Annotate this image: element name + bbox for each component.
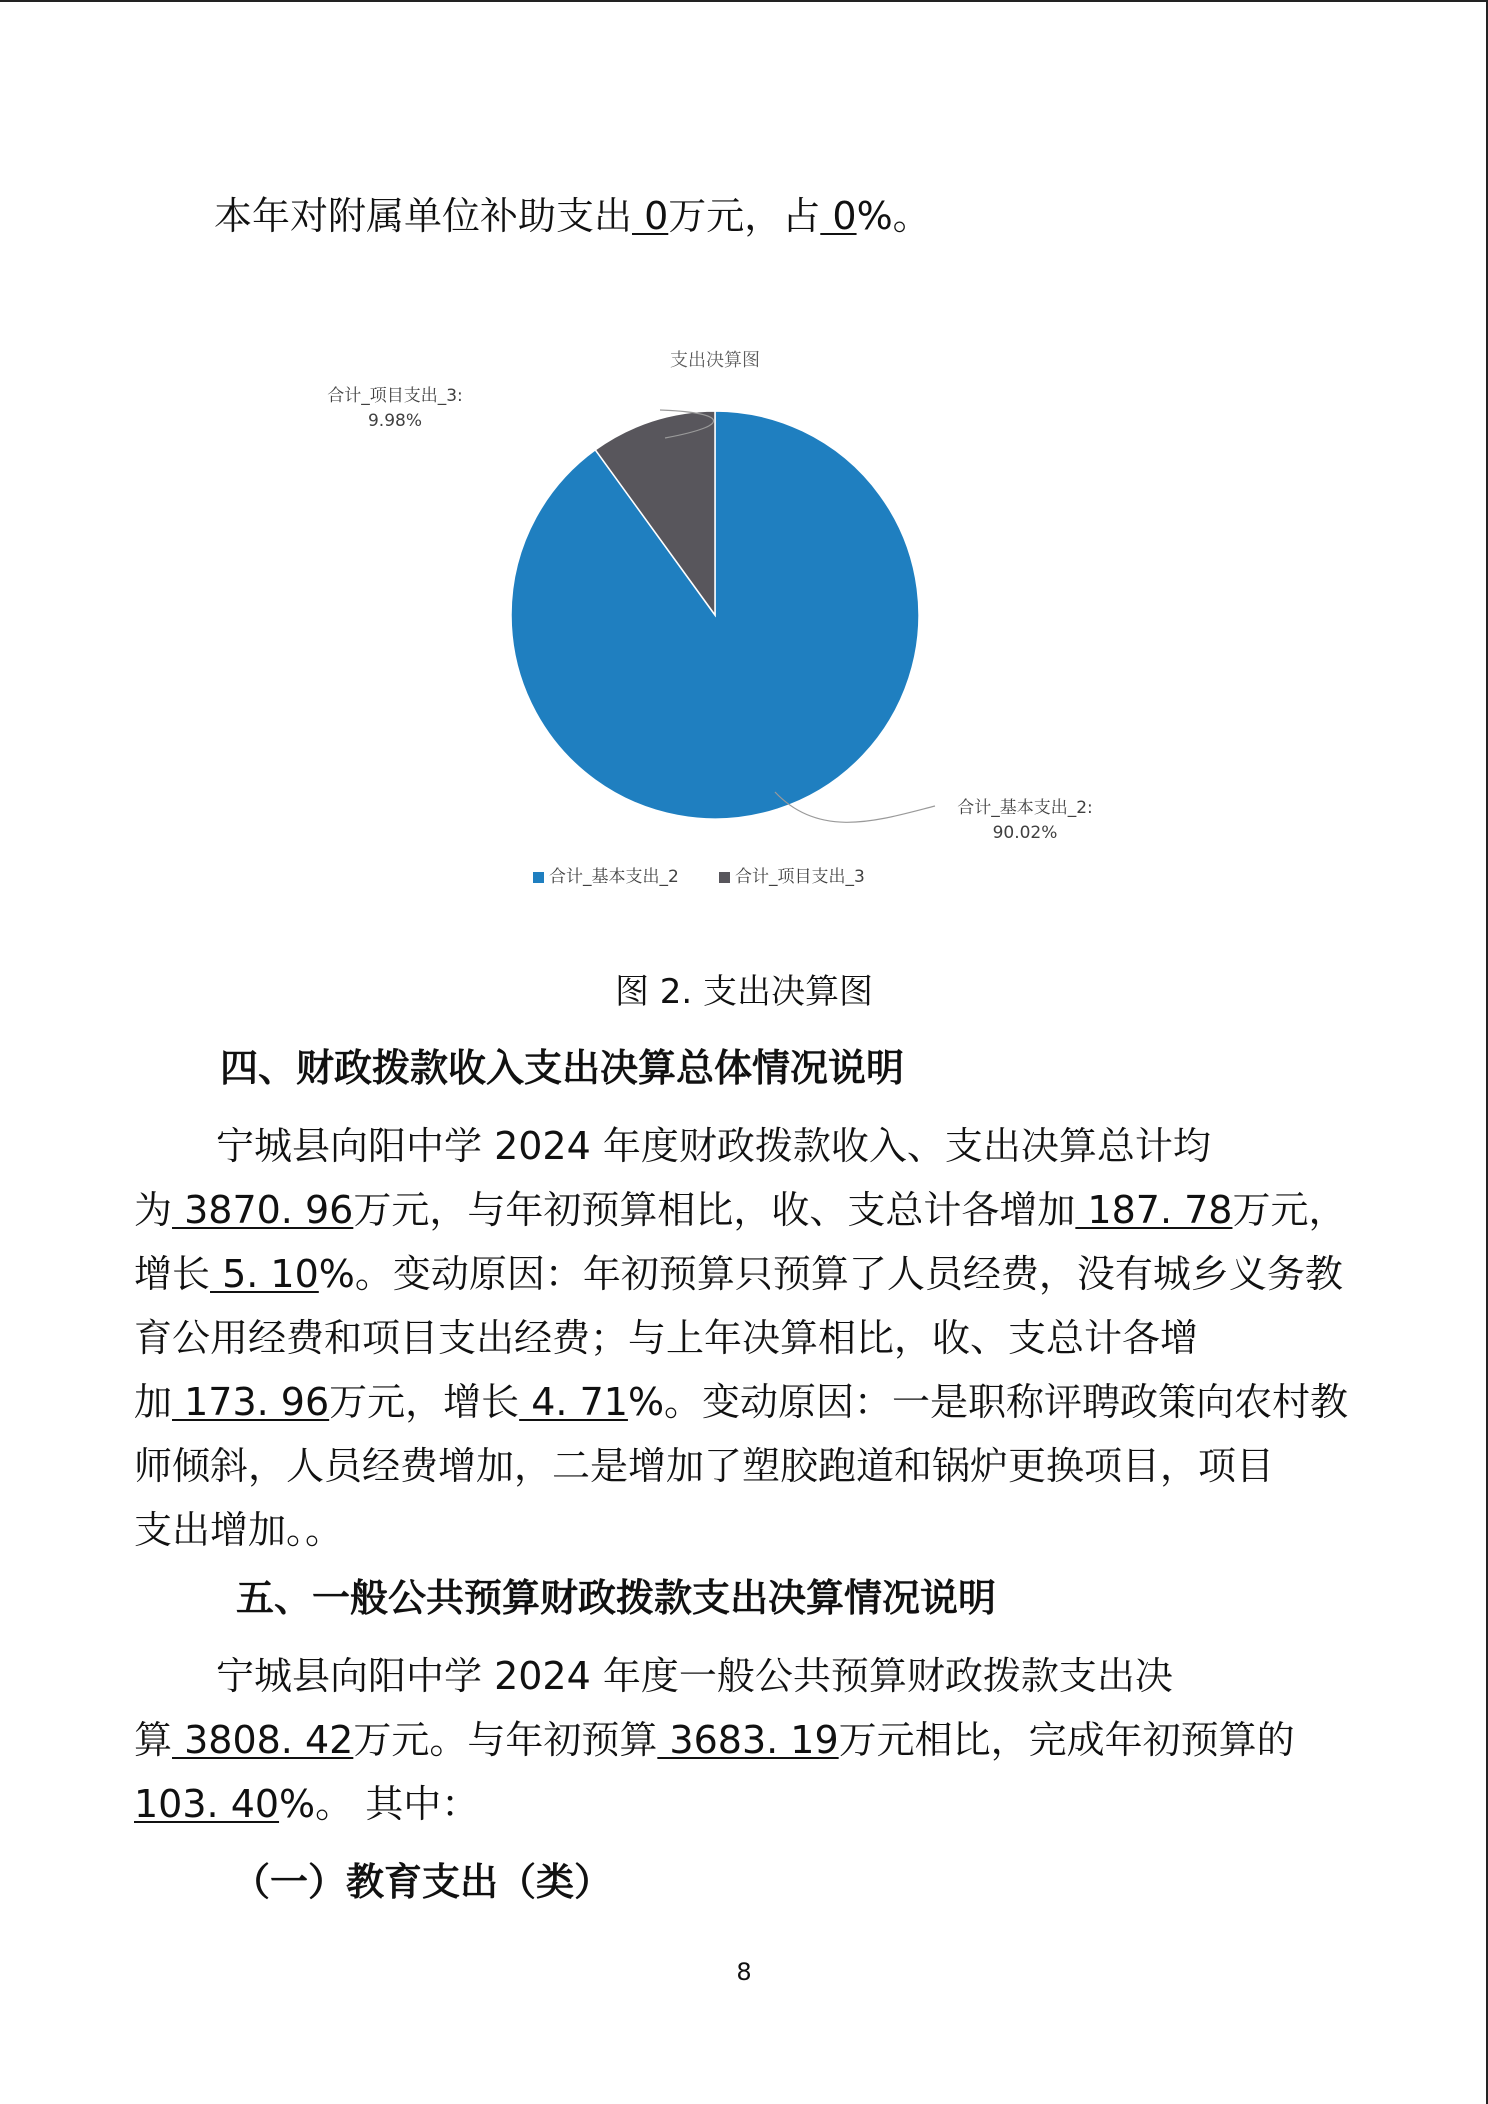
s4-amount-increase: 187. 78 [1075, 1188, 1233, 1232]
section4-line1: 宁城县向阳中学 2024 年度财政拨款收入、支出决算总计均 [216, 1124, 1211, 1168]
s4-l5-e: %。变动原因：一是职称评聘政策向农村教 [627, 1380, 1349, 1424]
subsidy-amount: 0 [632, 194, 669, 238]
s4-l3-a: 增长 [134, 1252, 211, 1296]
section4-line2 [134, 1184, 1346, 1236]
legend-swatch-project [719, 872, 730, 883]
s4-l2-e: 万元， [1232, 1188, 1347, 1232]
s5-amount-budget: 3683. 19 [657, 1718, 839, 1762]
legend-label-basic: 合计_基本支出_2 [549, 867, 679, 887]
page-number: 8 [736, 1958, 752, 1986]
s5-completion-rate: 103. 40 [134, 1782, 280, 1826]
s4-amount-total: 3870. 96 [172, 1188, 354, 1232]
data-label-project-percent: 9.98% [367, 411, 423, 431]
s4-growth-yoy: 4. 71 [519, 1380, 628, 1424]
s4-growth-rate: 5. 10 [210, 1252, 319, 1296]
s4-amount-yoy: 173. 96 [172, 1380, 330, 1424]
subsidy-prefix: 本年对附属单位补助支出 [214, 194, 633, 238]
s4-l2-a: 为 [134, 1188, 173, 1232]
section4-line3 [134, 1248, 1343, 1300]
s4-l3-c: %。变动原因：年初预算只预算了人员经费，没有城乡义务教 [318, 1252, 1343, 1296]
section4-line7: 支出增加。。 [134, 1508, 344, 1552]
page-border-top [0, 0, 1488, 2]
section5-subheading: （一）教育支出（类） [232, 1860, 613, 1904]
s4-l5-a: 加 [134, 1380, 173, 1424]
subsidy-suffix: %。 [856, 194, 931, 238]
section4-line4: 育公用经费和项目支出经费；与上年决算相比，收、支总计各增 [134, 1316, 1199, 1360]
pie-chart-svg [300, 340, 1160, 900]
s5-l2-a: 算 [134, 1718, 173, 1762]
figure-caption: 图 2. 支出决算图 [614, 972, 874, 1012]
section5-line2 [134, 1714, 1295, 1766]
s5-amount-final: 3808. 42 [172, 1718, 354, 1762]
expenditure-pie-chart [300, 340, 1160, 900]
section5-line3 [134, 1778, 479, 1830]
legend-label-project: 合计_项目支出_3 [735, 867, 865, 887]
section4-line5 [134, 1376, 1348, 1428]
section4-heading: 四、财政拨款收入支出决算总体情况说明 [220, 1046, 905, 1090]
s4-l2-c: 万元，与年初预算相比，收、支总计各增加 [353, 1188, 1076, 1232]
subsidy-percent: 0 [820, 194, 857, 238]
section5-heading: 五、一般公共预算财政拨款支出决算情况说明 [236, 1576, 997, 1620]
legend-swatch-basic [533, 872, 544, 883]
data-label-project-name: 合计_项目支出_3: [327, 386, 463, 406]
subsidy-mid: 万元，占 [668, 194, 821, 238]
data-label-basic-percent: 90.02% [992, 823, 1058, 843]
s5-l3-b: %。 其中： [279, 1782, 480, 1826]
s5-l2-c: 万元。与年初预算 [353, 1718, 658, 1762]
s5-l2-e: 万元相比，完成年初预算的 [838, 1718, 1295, 1762]
section4-line6: 师倾斜，人员经费增加，二是增加了塑胶跑道和锅炉更换项目，项目 [134, 1444, 1275, 1488]
data-label-basic-name: 合计_基本支出_2: [957, 798, 1093, 818]
paragraph-subsidy [214, 190, 931, 242]
pie-slices [511, 411, 919, 819]
section5-line1: 宁城县向阳中学 2024 年度一般公共预算财政拨款支出决 [216, 1654, 1173, 1698]
chart-title: 支出决算图 [670, 350, 760, 371]
s4-l5-c: 万元，增长 [329, 1380, 520, 1424]
